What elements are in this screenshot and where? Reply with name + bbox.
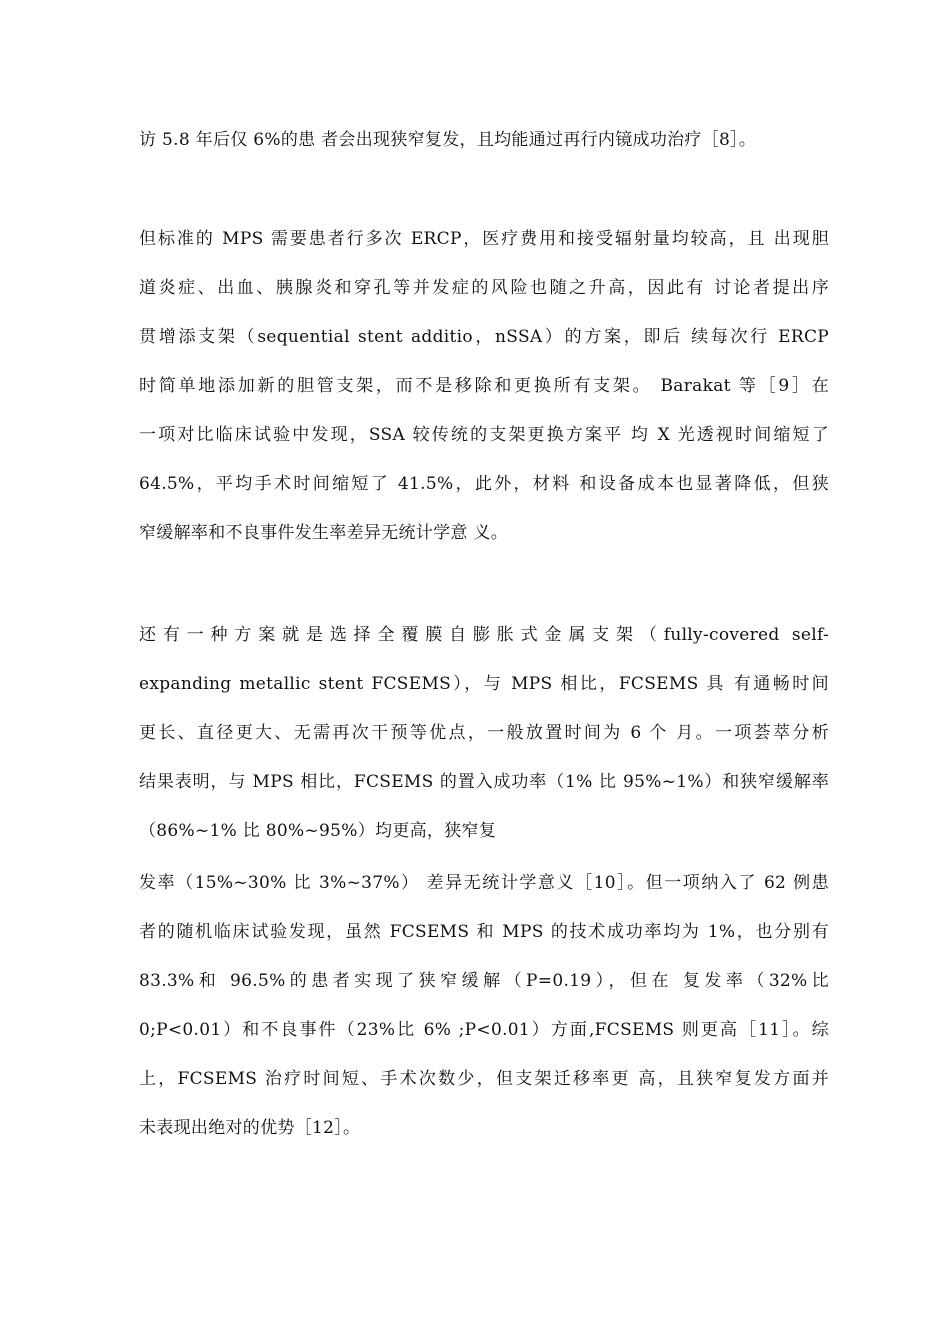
text-line: 上，FCSEMS 治疗时间短、手术次数少，但支架迁移率更 高，且狭窄复发方面并 bbox=[139, 1069, 829, 1089]
text-line: 0;P<0.01）和不良事件（23%比 6% ;P<0.01）方面,FCSEMS 则更高［11］。综 bbox=[139, 1020, 829, 1040]
text-line: 贯增添支架（sequential stent additio，nSSA）的方案，即后 续每次行 ERCP bbox=[139, 327, 829, 347]
text-line: 时简单地添加新的胆管支架，而不是移除和更换所有支架。 Barakat 等［9］在 bbox=[139, 376, 829, 396]
text-line: 结果表明，与 MPS 相比，FCSEMS 的置入成功率（1% 比 95%~1%）和狭窄缓解率 bbox=[139, 772, 829, 792]
text-line: 一项对比临床试验中发现，SSA 较传统的支架更换方案平 均 X 光透视时间缩短了 bbox=[139, 425, 829, 445]
text-line: 者的随机临床试验发现，虽然 FCSEMS 和 MPS 的技术成功率均为 1%，也分别有 bbox=[139, 922, 829, 942]
text-line: 窄缓解率和不良事件发生率差异无统计学意 义。 bbox=[139, 523, 509, 543]
text-line: 更长、直径更大、无需再次干预等优点，一般放置时间为 6 个 月。一项荟萃分析 bbox=[139, 723, 829, 743]
text-line: 但标准的 MPS 需要患者行多次 ERCP，医疗费用和接受辐射量均较高，且 出现胆 bbox=[139, 229, 829, 249]
text-line: expanding metallic stent FCSEMS），与 MPS 相比，FCSEMS 具 有通畅时间 bbox=[139, 674, 829, 694]
text-line: 发率（15%~30% 比 3%~37%） 差异无统计学意义［10］。但一项纳入了 62 例患 bbox=[139, 873, 829, 893]
text-line: 未表现出绝对的优势［12］。 bbox=[139, 1118, 361, 1138]
text-line: 访 5.8 年后仅 6%的患 者会出现狭窄复发，且均能通过再行内镜成功治疗［8］。 bbox=[139, 130, 757, 150]
text-line: 64.5%，平均手术时间缩短了 41.5%，此外，材料 和设备成本也显著降低，但狭 bbox=[139, 474, 829, 494]
text-line: 还有一种方案就是选择全覆膜自膨胀式金属支架（fully-covered self- bbox=[139, 625, 829, 645]
text-line: （86%~1% 比 80%~95%）均更高，狭窄复 bbox=[139, 821, 497, 841]
text-line: 83.3%和 96.5%的患者实现了狭窄缓解（P=0.19），但在 复发率（32%比 bbox=[139, 971, 829, 991]
text-line: 道炎症、出血、胰腺炎和穿孔等并发症的风险也随之升高，因此有 讨论者提出序 bbox=[139, 278, 829, 298]
